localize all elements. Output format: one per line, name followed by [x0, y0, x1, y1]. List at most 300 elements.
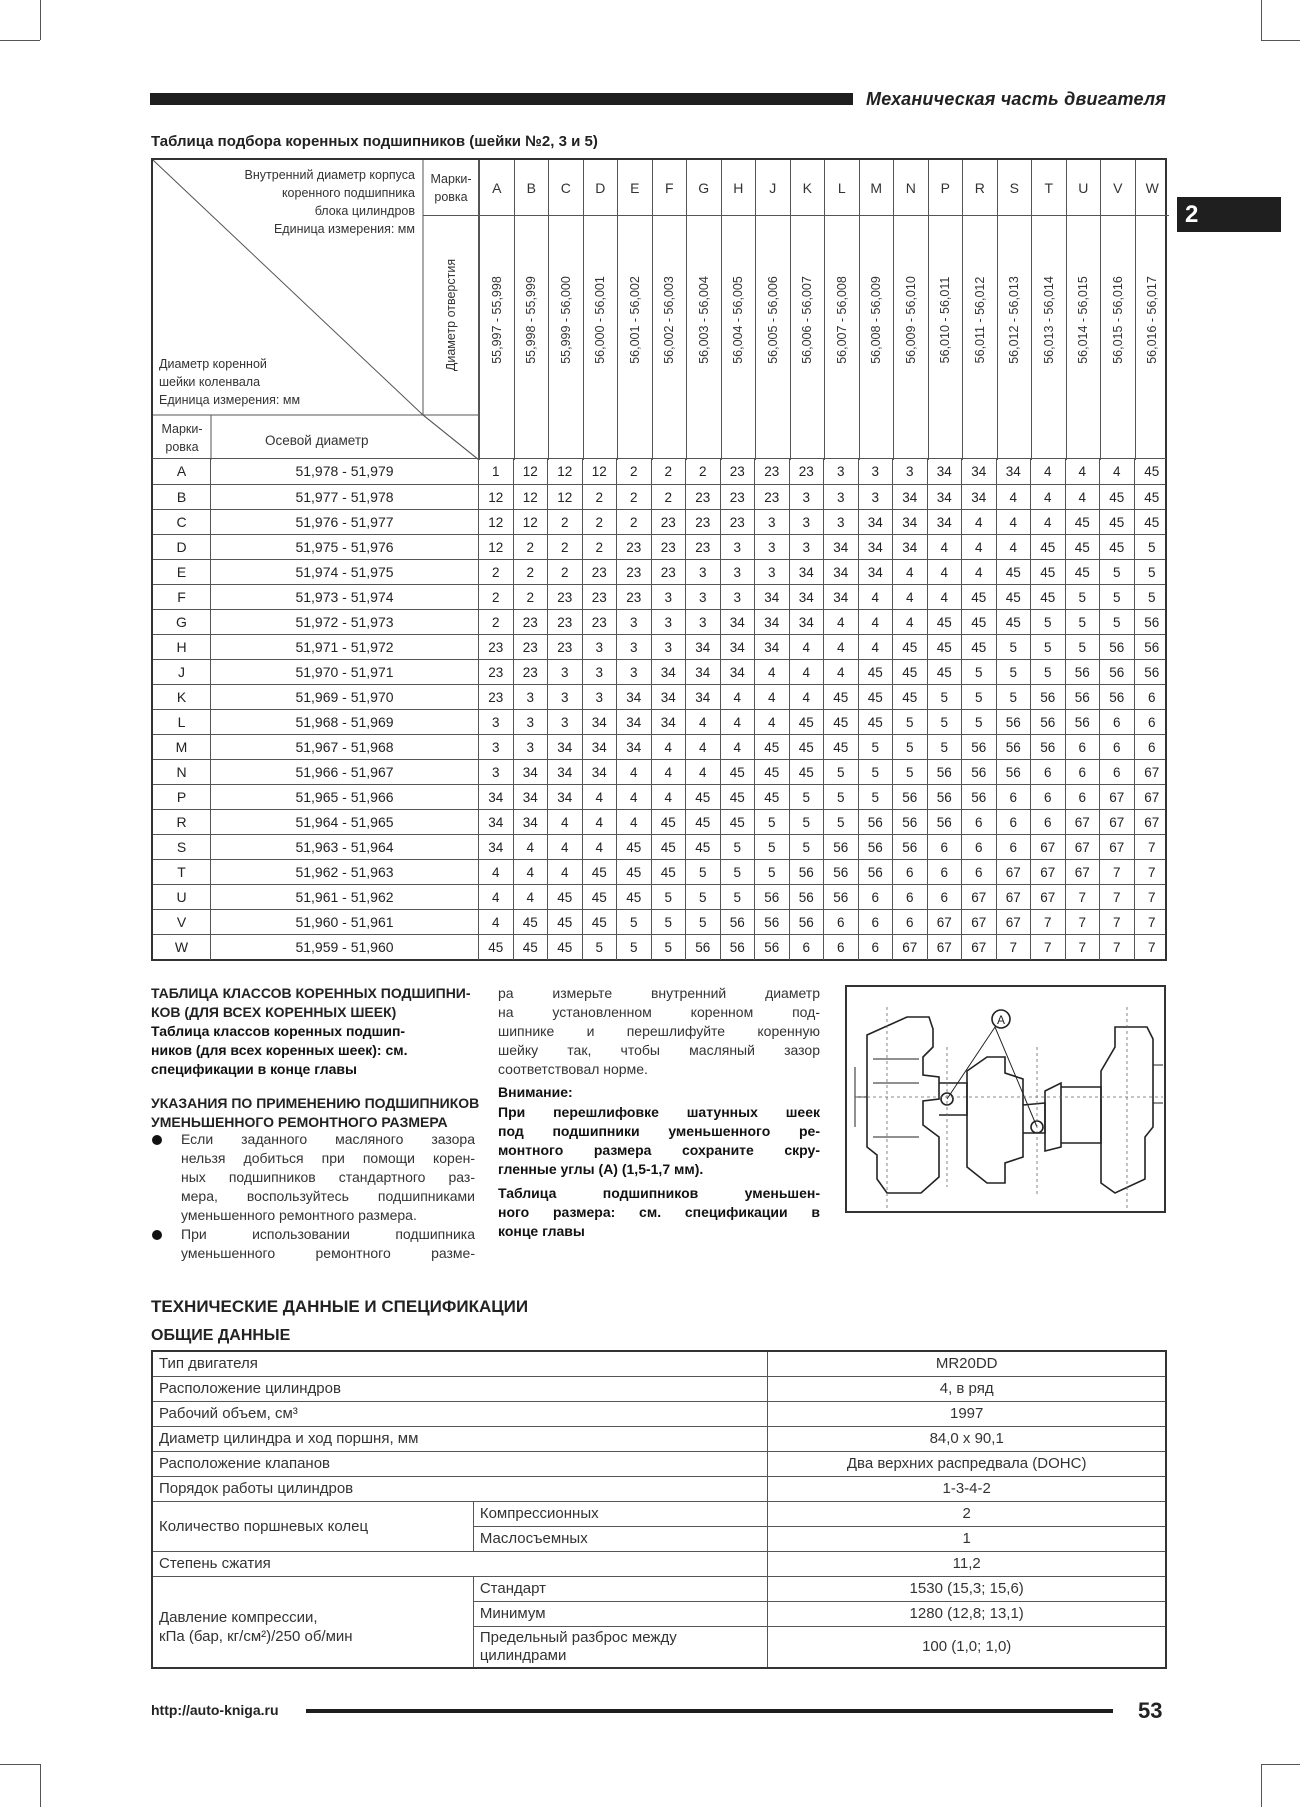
- bearing-grade-cell: 45: [997, 610, 1032, 635]
- bearing-grade-cell: 45: [928, 660, 963, 685]
- bearing-grade-cell: 23: [721, 459, 756, 484]
- bearing-grade-cell: 12: [479, 535, 514, 560]
- bearing-grade-cell: 45: [790, 760, 825, 785]
- bearing-grade-cell: 4: [824, 610, 859, 635]
- column-header: [514, 160, 549, 460]
- bearing-grade-cell: 5: [721, 860, 756, 885]
- bearing-grade-cell: 3: [583, 635, 618, 660]
- bearing-grade-cell: 2: [652, 485, 687, 510]
- bearing-grade-cell: 56: [997, 710, 1032, 735]
- bearing-grade-cell: 6: [1031, 785, 1066, 810]
- bearing-grade-cell: 2: [617, 459, 652, 484]
- bearing-grade-cell: 5: [755, 835, 790, 860]
- journal-label-line: Единица измерения: мм: [159, 393, 301, 407]
- bearing-grade-cell: 56: [824, 835, 859, 860]
- journal-diameter-label: [159, 355, 300, 409]
- bearing-grade-cell: 5: [721, 885, 756, 910]
- attention-text: [498, 1103, 820, 1179]
- row-axial-diameter: 51,969 - 51,970: [211, 685, 479, 710]
- spec-value: 1: [768, 1526, 1166, 1551]
- bearing-grade-cell: 56: [928, 760, 963, 785]
- row-axial-diameter: 51,962 - 51,963: [211, 860, 479, 885]
- specs-title: ТЕХНИЧЕСКИЕ ДАННЫЕ И СПЕЦИФИКАЦИИ: [151, 1297, 529, 1316]
- bearing-grade-cell: 34: [652, 660, 687, 685]
- bullet-line: При использовании подшипника: [181, 1226, 475, 1242]
- row-marking-label-line: Марки-: [161, 422, 203, 436]
- bearing-grade-cell: 5: [1031, 660, 1066, 685]
- bearing-grade-cell: 34: [479, 835, 514, 860]
- row-marking: C: [153, 510, 211, 535]
- classes-heading: [151, 984, 471, 1022]
- footer-url[interactable]: http://auto-kniga.ru: [151, 1702, 279, 1718]
- bearing-grade-cell: 7: [1066, 935, 1101, 960]
- bearing-grade-cell: 5: [1100, 585, 1135, 610]
- bearing-grade-cell: 34: [755, 585, 790, 610]
- bearing-grade-cell: 4: [893, 585, 928, 610]
- bearing-grade-cell: 23: [548, 635, 583, 660]
- bearing-grade-cell: 2: [548, 560, 583, 585]
- bearing-grade-cell: 45: [893, 660, 928, 685]
- spec-label: Рабочий объем, см³: [152, 1401, 768, 1426]
- hole-diameter-label: Диаметр отверстия: [444, 258, 458, 372]
- spec-sublabel: Минимум: [473, 1601, 768, 1626]
- bearing-grade-cell: 5: [652, 885, 687, 910]
- bearing-grade-cell: 5: [1066, 585, 1101, 610]
- bearing-grade-cell: 7: [1031, 935, 1066, 960]
- bearing-grade-cell: 45: [928, 610, 963, 635]
- bearing-grade-cell: 3: [548, 710, 583, 735]
- bearing-grade-cell: 4: [583, 835, 618, 860]
- bearing-grade-cell: 67: [1031, 835, 1066, 860]
- classes-reference-line: ников (для всех коренных шеек): см.: [151, 1042, 408, 1058]
- row-marking: L: [153, 710, 211, 735]
- block-label-line: Единица измерения: мм: [273, 222, 415, 236]
- bearing-grade-cell: 23: [755, 485, 790, 510]
- bearing-grade-cell: 67: [1144, 790, 1160, 805]
- attention-line: При перешлифовке шатунных шеек: [498, 1104, 820, 1120]
- bearing-grade-cell: 34: [859, 535, 894, 560]
- bearing-grade-cell: 5: [824, 810, 859, 835]
- bearing-grade-cell: 5: [997, 660, 1032, 685]
- table-row: [152, 1501, 1166, 1526]
- column-letter: L: [837, 180, 846, 196]
- bearing-grade-cell: 34: [686, 685, 721, 710]
- bearing-grade-cell: 4: [514, 885, 549, 910]
- column-range: 56,000 - 56,001: [593, 276, 608, 364]
- bearing-grade-cell: 6: [997, 785, 1032, 810]
- spec-label: Диаметр цилиндра и ход поршня, мм: [152, 1426, 768, 1451]
- bearing-grade-cell: 4: [824, 635, 859, 660]
- bearing-grade-cell: 5: [824, 760, 859, 785]
- bearing-grade-cell: 34: [893, 535, 928, 560]
- bearing-grade-cell: 45: [617, 860, 652, 885]
- bearing-grade-cell: 6: [1100, 710, 1135, 735]
- bearing-grade-cell: 34: [686, 635, 721, 660]
- bearing-grade-cell: 45: [1144, 515, 1160, 530]
- bearing-grade-cell: 4: [652, 785, 687, 810]
- bearing-grade-cell: 6: [893, 910, 928, 935]
- bearing-grade-cell: 56: [962, 735, 997, 760]
- selection-table-title: Таблица подбора коренных подшипников (шейки №2, 3 и 5): [151, 133, 598, 150]
- bearing-grade-cell: 6: [928, 860, 963, 885]
- bearing-grade-cell: 6: [1031, 760, 1066, 785]
- bearing-grade-cell: 23: [686, 510, 721, 535]
- bearing-grade-cell: 4: [755, 710, 790, 735]
- crop-mark: [1261, 1764, 1300, 1765]
- bearing-grade-cell: 34: [583, 710, 618, 735]
- bearing-grade-cell: 5: [1147, 540, 1156, 555]
- bearing-grade-cell: 5: [824, 785, 859, 810]
- crankshaft-figure: [845, 985, 1166, 1213]
- journal-label-line: шейки коленвала: [159, 375, 261, 389]
- bearing-grade-cell: 6: [1147, 740, 1156, 755]
- bearing-grade-cell: 6: [1100, 735, 1135, 760]
- bearing-grade-cell: 4: [824, 660, 859, 685]
- bearing-grade-cell: 3: [790, 510, 825, 535]
- bearing-grade-cell: 12: [514, 485, 549, 510]
- column-letter: U: [1078, 180, 1089, 196]
- bearing-grade-cell: 45: [1066, 560, 1101, 585]
- bearing-grade-cell: 45: [790, 735, 825, 760]
- bearing-grade-cell: 6: [1147, 715, 1156, 730]
- column-header: [755, 160, 790, 460]
- row-axial-diameter: 51,976 - 51,977: [211, 510, 479, 535]
- row-marking: S: [153, 835, 211, 860]
- bearing-grade-cell: 3: [824, 510, 859, 535]
- table-row: [153, 584, 1165, 609]
- bearing-grade-cell: 4: [997, 510, 1032, 535]
- bearing-grade-cell: 3: [652, 635, 687, 660]
- column-header: [1135, 160, 1170, 460]
- crop-mark: [40, 1764, 41, 1807]
- column-letter: F: [664, 180, 674, 196]
- bearing-grade-cell: 3: [721, 560, 756, 585]
- bearing-grade-cell: 34: [928, 459, 963, 484]
- bearing-grade-cell: 45: [617, 885, 652, 910]
- undersize-table-reference: [498, 1184, 820, 1241]
- bearing-grade-cell: 45: [824, 685, 859, 710]
- bearing-grade-cell: 4: [1066, 459, 1101, 484]
- column-header: [686, 160, 721, 460]
- bearing-grade-cell: 4: [617, 810, 652, 835]
- middle-text-line: на установленном коренном под-: [498, 1004, 820, 1020]
- bearing-grade-cell: 45: [893, 685, 928, 710]
- bearing-grade-cell: 3: [479, 710, 514, 735]
- column-letter: V: [1113, 180, 1123, 196]
- spec-value: 4, в ряд: [768, 1376, 1166, 1401]
- table-ref-line: Таблица подшипников уменьшен-: [498, 1185, 820, 1201]
- bearing-grade-cell: 7: [1100, 885, 1135, 910]
- bearing-grade-cell: 2: [479, 610, 514, 635]
- bearing-grade-cell: 2: [617, 485, 652, 510]
- bearing-grade-cell: 56: [859, 860, 894, 885]
- bearing-grade-cell: 23: [652, 535, 687, 560]
- bearing-grade-cell: 4: [997, 535, 1032, 560]
- bearing-grade-cell: 23: [686, 535, 721, 560]
- bearing-grade-cell: 4: [893, 560, 928, 585]
- block-diameter-label: [233, 166, 415, 238]
- column-header: [997, 160, 1032, 460]
- bearing-grade-cell: 45: [859, 710, 894, 735]
- bearing-grade-cell: 7: [1147, 915, 1156, 930]
- bearing-grade-cell: 12: [479, 485, 514, 510]
- selection-table-header: [151, 158, 1167, 458]
- bearing-grade-cell: 45: [1100, 485, 1135, 510]
- bearing-grade-cell: 45: [548, 935, 583, 960]
- middle-text-line: шипнике и перешлифуйте коренную: [498, 1023, 820, 1039]
- crop-mark: [1261, 0, 1262, 40]
- bearing-grade-cell: 45: [1031, 560, 1066, 585]
- bearing-grade-cell: 45: [755, 735, 790, 760]
- bearing-grade-cell: 56: [928, 785, 963, 810]
- bearing-grade-cell: 6: [824, 910, 859, 935]
- classes-reference: [151, 1022, 408, 1079]
- bearing-grade-cell: 6: [1147, 690, 1156, 705]
- bearing-grade-cell: 56: [721, 910, 756, 935]
- bearing-grade-cell: 45: [1066, 535, 1101, 560]
- bearing-grade-cell: 7: [1147, 865, 1156, 880]
- block-label-line: Внутренний диаметр корпуса: [244, 168, 415, 182]
- column-header: [721, 160, 756, 460]
- bearing-grade-cell: 6: [893, 885, 928, 910]
- undersize-heading: [151, 1094, 479, 1132]
- table-row: [153, 534, 1165, 559]
- bearing-grade-cell: 4: [962, 560, 997, 585]
- row-axial-diameter: 51,964 - 51,965: [211, 810, 479, 835]
- bearing-grade-cell: 5: [755, 860, 790, 885]
- bearing-grade-cell: 7: [1100, 935, 1135, 960]
- bearing-grade-cell: 56: [1031, 685, 1066, 710]
- column-letter: J: [769, 180, 777, 196]
- bearing-grade-cell: 45: [962, 610, 997, 635]
- bearing-grade-cell: 4: [617, 760, 652, 785]
- bearing-grade-cell: 4: [859, 585, 894, 610]
- bearing-grade-cell: 3: [686, 610, 721, 635]
- marking-label: [425, 170, 477, 206]
- bearing-grade-cell: 4: [755, 685, 790, 710]
- bearing-grade-cell: 5: [790, 835, 825, 860]
- bearing-grade-cell: 4: [617, 785, 652, 810]
- bearing-grade-cell: 5: [1100, 560, 1135, 585]
- bearing-grade-cell: 45: [686, 785, 721, 810]
- bearing-grade-cell: 3: [686, 585, 721, 610]
- column-letter: D: [595, 180, 606, 196]
- bullet-icon: [152, 1135, 162, 1145]
- bearing-grade-cell: 4: [479, 885, 514, 910]
- column-header: [1031, 160, 1066, 460]
- bearing-grade-cell: 67: [1066, 860, 1101, 885]
- bearing-grade-cell: 56: [859, 835, 894, 860]
- bearing-grade-cell: 4: [548, 860, 583, 885]
- bearing-grade-cell: 45: [1100, 535, 1135, 560]
- bearing-grade-cell: 23: [583, 560, 618, 585]
- bearing-grade-cell: 34: [893, 510, 928, 535]
- bearing-grade-cell: 5: [686, 885, 721, 910]
- bullet-line: Если заданного масляного зазора: [181, 1131, 475, 1147]
- bearing-grade-cell: 5: [721, 835, 756, 860]
- bearing-grade-cell: 45: [1144, 490, 1160, 505]
- table-row: [152, 1351, 1166, 1376]
- bullet-line: уменьшенного ремонтного разме-: [181, 1245, 475, 1261]
- bearing-grade-cell: 7: [1031, 910, 1066, 935]
- figure-callout-label: A: [996, 1013, 1006, 1027]
- bearing-grade-cell: 45: [721, 810, 756, 835]
- bearing-grade-cell: 67: [1066, 810, 1101, 835]
- bearing-grade-cell: 6: [962, 860, 997, 885]
- row-axial-diameter: 51,971 - 51,972: [211, 635, 479, 660]
- bearing-grade-cell: 45: [824, 710, 859, 735]
- bearing-grade-cell: 5: [686, 860, 721, 885]
- bearing-grade-cell: 3: [548, 685, 583, 710]
- selection-table-body: [151, 458, 1167, 961]
- column-range: 56,009 - 56,010: [903, 276, 918, 364]
- bearing-grade-cell: 2: [514, 585, 549, 610]
- bearing-grade-cell: 6: [997, 810, 1032, 835]
- bearing-grade-cell: 45: [928, 635, 963, 660]
- bearing-grade-cell: 4: [962, 535, 997, 560]
- column-range: 56,007 - 56,008: [834, 276, 849, 364]
- bearing-grade-cell: 45: [997, 585, 1032, 610]
- column-header: [583, 160, 618, 460]
- general-data-table: [151, 1350, 1167, 1669]
- row-axial-diameter: 51,973 - 51,974: [211, 585, 479, 610]
- bearing-grade-cell: 45: [721, 760, 756, 785]
- table-row: [153, 634, 1165, 659]
- spec-value: 2: [768, 1501, 1166, 1526]
- row-axial-diameter: 51,977 - 51,978: [211, 485, 479, 510]
- spec-label: Количество поршневых колец: [152, 1501, 473, 1551]
- bearing-grade-cell: 1: [479, 459, 514, 484]
- column-letter: H: [733, 180, 744, 196]
- bearing-grade-cell: 7: [1100, 910, 1135, 935]
- row-axial-diameter: 51,968 - 51,969: [211, 710, 479, 735]
- bearing-grade-cell: 12: [514, 510, 549, 535]
- spec-label: Расположение цилиндров: [152, 1376, 768, 1401]
- bearing-grade-cell: 5: [928, 685, 963, 710]
- bearing-grade-cell: 45: [755, 785, 790, 810]
- bearing-grade-cell: 3: [652, 585, 687, 610]
- bearing-grade-cell: 6: [859, 910, 894, 935]
- column-letter: K: [802, 180, 812, 196]
- bearing-grade-cell: 67: [997, 910, 1032, 935]
- specs-subtitle: ОБЩИЕ ДАННЫЕ: [151, 1327, 291, 1344]
- bearing-grade-cell: 34: [617, 710, 652, 735]
- bearing-grade-cell: 5: [1031, 610, 1066, 635]
- spec-value: MR20DD: [768, 1351, 1166, 1376]
- bearing-grade-cell: 34: [652, 685, 687, 710]
- table-row: [153, 709, 1165, 734]
- bearing-grade-cell: 56: [997, 760, 1032, 785]
- bearing-grade-cell: 4: [1100, 459, 1135, 484]
- bearing-grade-cell: 56: [893, 810, 928, 835]
- middle-text-line: ра измерьте внутренний диаметр: [498, 985, 820, 1001]
- bearing-grade-cell: 2: [479, 585, 514, 610]
- bearing-grade-cell: 5: [859, 760, 894, 785]
- table-ref-line: ного размера: см. спецификации в: [498, 1204, 820, 1220]
- bearing-grade-cell: 12: [548, 459, 583, 484]
- crop-mark: [0, 1764, 40, 1765]
- attention-line: под подшипники уменьшенного ре-: [498, 1123, 820, 1139]
- bearing-grade-cell: 56: [755, 910, 790, 935]
- bearing-grade-cell: 45: [1066, 510, 1101, 535]
- bearing-grade-cell: 4: [686, 760, 721, 785]
- bearing-grade-cell: 56: [686, 935, 721, 960]
- column-range: 55,997 - 55,998: [489, 276, 504, 364]
- bearing-grade-cell: 2: [548, 535, 583, 560]
- bearing-grade-cell: 56: [962, 785, 997, 810]
- row-axial-diameter: 51,972 - 51,973: [211, 610, 479, 635]
- bearing-grade-cell: 4: [893, 610, 928, 635]
- bearing-grade-cell: 23: [583, 610, 618, 635]
- column-range: 55,998 - 55,999: [524, 276, 539, 364]
- bearing-grade-cell: 56: [755, 885, 790, 910]
- bearing-grade-cell: 5: [583, 935, 618, 960]
- bearing-grade-cell: 67: [962, 910, 997, 935]
- bearing-grade-cell: 4: [686, 735, 721, 760]
- bearing-grade-cell: 3: [652, 610, 687, 635]
- bearing-grade-cell: 7: [1100, 860, 1135, 885]
- bearing-grade-cell: 5: [790, 785, 825, 810]
- bearing-grade-cell: 45: [962, 635, 997, 660]
- column-header: [617, 160, 652, 460]
- table-row: [153, 759, 1165, 784]
- bearing-grade-cell: 6: [1100, 760, 1135, 785]
- bearing-grade-cell: 5: [962, 685, 997, 710]
- bearing-grade-cell: 7: [997, 935, 1032, 960]
- bearing-grade-cell: 4: [583, 785, 618, 810]
- bearing-grade-cell: 67: [962, 935, 997, 960]
- crop-mark: [40, 0, 41, 40]
- bearing-grade-cell: 56: [1100, 660, 1135, 685]
- bearing-grade-cell: 2: [514, 535, 549, 560]
- bearing-grade-cell: 23: [479, 635, 514, 660]
- table-row: [153, 509, 1165, 534]
- bearing-grade-cell: 67: [1144, 815, 1160, 830]
- bearing-grade-cell: 5: [652, 935, 687, 960]
- bearing-grade-cell: 56: [1144, 665, 1160, 680]
- bearing-grade-cell: 34: [790, 585, 825, 610]
- bearing-grade-cell: 3: [755, 510, 790, 535]
- bearing-grade-cell: 6: [859, 885, 894, 910]
- bearing-grade-cell: 2: [617, 510, 652, 535]
- spec-value: 84,0 x 90,1: [768, 1426, 1166, 1451]
- block-label-line: блока цилиндров: [314, 204, 415, 218]
- bearing-grade-cell: 67: [1031, 860, 1066, 885]
- row-marking-label-line: ровка: [165, 440, 199, 454]
- bearing-grade-cell: 56: [824, 885, 859, 910]
- bearing-grade-cell: 4: [928, 560, 963, 585]
- bearing-grade-cell: 6: [824, 935, 859, 960]
- bearing-grade-cell: 23: [652, 560, 687, 585]
- column-letter: A: [492, 180, 502, 196]
- row-axial-diameter: 51,963 - 51,964: [211, 835, 479, 860]
- bearing-grade-cell: 3: [617, 660, 652, 685]
- row-axial-diameter: 51,978 - 51,979: [211, 459, 479, 484]
- bearing-grade-cell: 23: [514, 610, 549, 635]
- bearing-grade-cell: 34: [514, 785, 549, 810]
- classes-heading-line: ТАБЛИЦА КЛАССОВ КОРЕННЫХ ПОДШИПНИ-: [151, 985, 471, 1001]
- bearing-grade-cell: 67: [997, 860, 1032, 885]
- bearing-grade-cell: 34: [997, 459, 1032, 484]
- table-row: [153, 909, 1165, 934]
- spec-label: Тип двигателя: [152, 1351, 768, 1376]
- bearing-grade-cell: 5: [928, 735, 963, 760]
- bearing-grade-cell: 34: [962, 459, 997, 484]
- bearing-grade-cell: 6: [928, 835, 963, 860]
- row-marking: A: [153, 459, 211, 484]
- bearing-grade-cell: 4: [479, 860, 514, 885]
- spec-sublabel: [473, 1626, 768, 1668]
